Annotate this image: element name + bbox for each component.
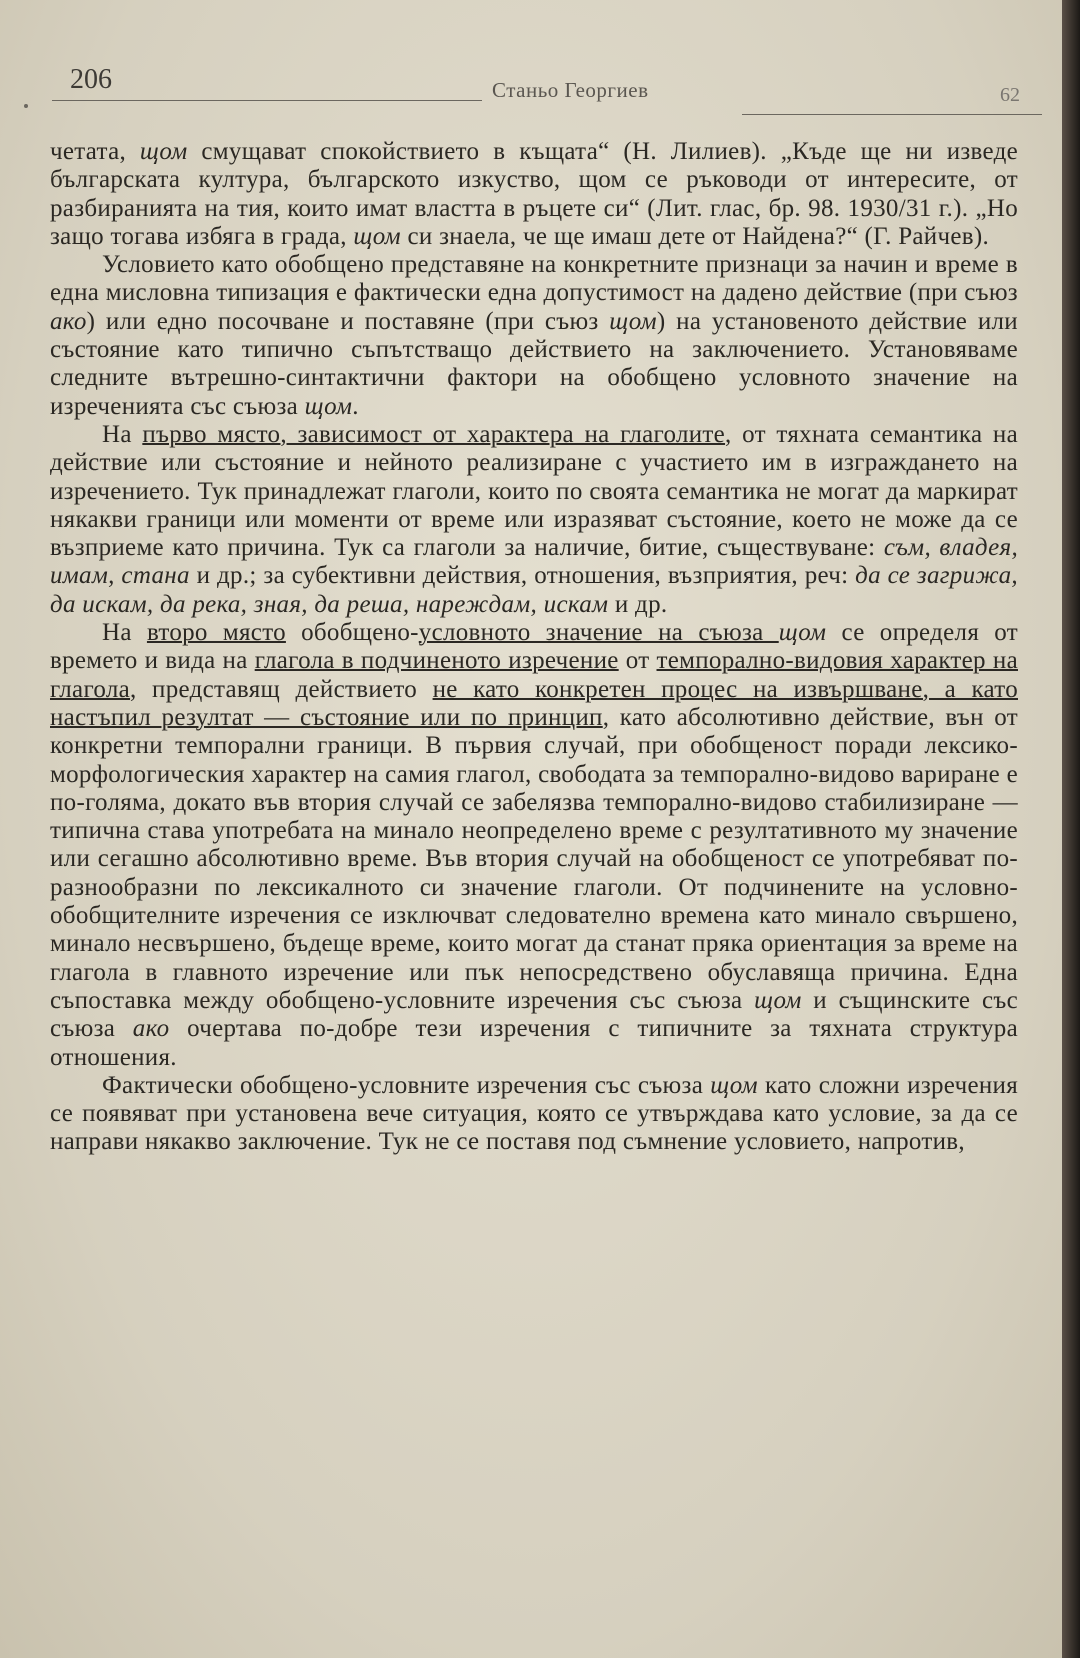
underlined-phrase: темпорално-видовия характер на глагола — [50, 647, 1018, 703]
underlined-phrase: първо място, зависимост от характера на глаголите — [142, 420, 726, 448]
body-text — [50, 138, 1018, 1157]
corner-number: 62 — [1000, 84, 1020, 106]
paragraph-1: четата, щом смущават спокойствието в къщата“ (Н. Лилиев). „Къде ще ни изведе българската култура, българското изкуство, щом се ръководи от интересите, от разбиранията на тия, които имат властта в ръцете си“ (Лит. глас, бр. 98. 1930/31 г.). „Но защо тогава избяга в града, щом си знаела, че ще имаш дете от Найдена?“ (Г. Райчев). — [50, 138, 1018, 250]
book-binding-edge — [1062, 0, 1080, 1658]
header-rule-left — [52, 100, 482, 101]
page-number: 206 — [70, 64, 112, 95]
underlined-phrase: второ място — [146, 619, 286, 647]
underlined-phrase: условното значение на съюза — [418, 619, 779, 647]
running-title: Станьо Георгиев — [492, 78, 649, 102]
paragraph-4: На второ място обобщено-условното значение на съюза щом се определя от времето и вида на глагола в подчиненото изречение от темпорално-видовия характер на глагола, представящ действието не като конкретен процес на извършване, а като настъпил резултат — състояние или по принцип, като абсолютивно действие, вън от конкретни темпорални граници. В първия случай, при обобщеност поради лексико-морфологическия характер на самия глагол, свободата за темпорално-видово вариране е по-голяма, докато във втория случай се забелязва темпорално-видово стабилизиране — типична става употребата на минало неопределено време с резултативното му значение или сегашно абсолютивно време. Във втория случай на обобщеност се употребяват по-разнообразни по лексикалното си значение глаголи. От подчинените на условно-обобщителните изречения се изключват следователно времена като минало свършено, минало несвършено, бъдеще време, които могат да станат пряка ориентация за време на глагола в главното изречение или пък непосредствено обуславяща причина. Една съпоставка между обобщено-условните изречения със съюза щом и същинските със съюза ако очертава по-добре тези изречения с типичните за тяхната структура отношения. — [50, 619, 1018, 1071]
page-header — [52, 64, 1042, 104]
margin-mark — [24, 104, 28, 108]
underlined-phrase: не като конкретен процес на извършване, а като настъпил резултат — състояние или по принцип — [50, 675, 1018, 731]
paragraph-2: Условието като обобщено представяне на конкретните признаци за начин и време в една мисловна типизация е фактически една допустимост на дадено действие (при съюз ако) или едно посочване и поставяне (при съюз щом) на установеното действие или състояние като типично съпътстващо действието на заключението. Установяваме следните вътрешно-синтактични фактори на обобщено условното значение на изреченията със съюза щом. — [50, 251, 1018, 420]
underlined-phrase: глагола в подчиненото изречение — [254, 647, 619, 675]
paragraph-5: Фактически обобщено-условните изречения със съюза щом като сложни изречения се появяват при установена вече ситуация, която се утвърждава като условие, за да се направи някакво заключение. Тук не се поставя под съмнение условието, напротив, — [50, 1071, 1018, 1156]
paragraph-3: На първо място, зависимост от характера на глаголите, от тяхната семантика на действие или състояние и нейното реализиране с участието им в изграждането на изречението. Тук принадлежат глаголи, които по своята семантика не могат да маркират някакви граници или моменти от време или изразяват състояние, което не може да се възприеме като причина. Тук са глаголи за наличие, битие, съществуване: съм, владея, имам, стана и др.; за субективни действия, отношения, възприятия, реч: да се загрижа, да искам, да река, зная, да реша, нареждам, искам и др. — [50, 420, 1019, 618]
header-rule-right — [742, 114, 1042, 115]
